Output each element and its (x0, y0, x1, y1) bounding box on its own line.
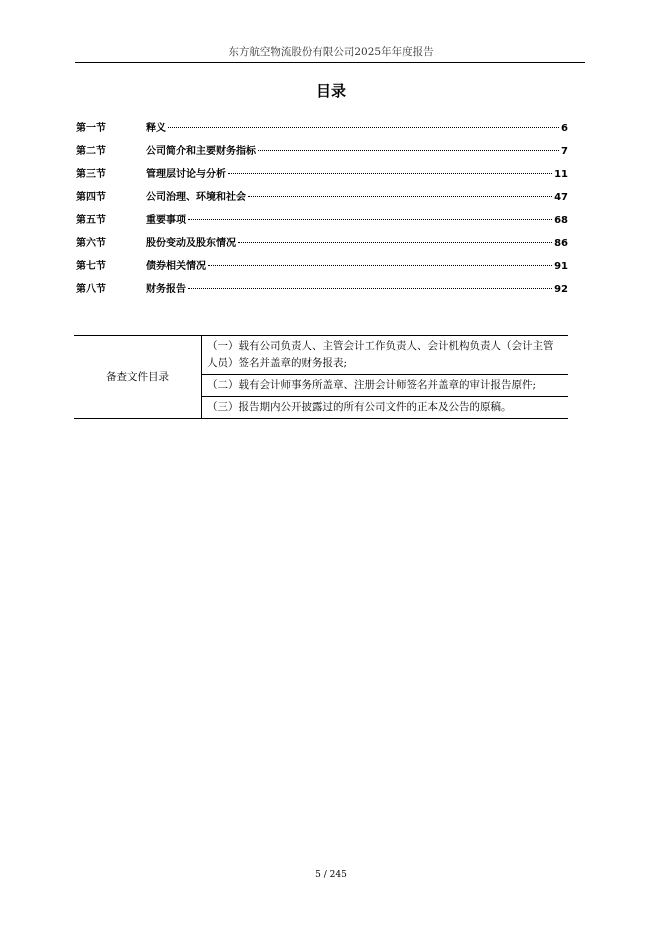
toc-leader-dots (258, 150, 559, 151)
reference-documents-table (74, 335, 568, 419)
toc-section-title: 债券相关情况 (146, 261, 206, 272)
toc-leader-dots (168, 127, 559, 128)
toc-leader-dots (238, 242, 552, 243)
toc-entry-4[interactable] (76, 188, 568, 211)
toc-section-number: 第七节 (76, 261, 106, 272)
toc-page-number: 92 (554, 284, 568, 295)
toc-section-title: 管理层讨论与分析 (146, 169, 226, 180)
toc-entry-5[interactable] (76, 211, 568, 234)
toc-leader-dots (248, 196, 552, 197)
toc-entry-8[interactable] (76, 280, 568, 303)
reference-document-item: （三）报告期内公开披露过的所有公司文件的正本及公告的原稿。 (202, 397, 569, 419)
toc-section-number: 第三节 (76, 169, 106, 180)
toc-page-number: 86 (554, 238, 568, 249)
toc-section-number: 第六节 (76, 238, 106, 249)
toc-entry-2[interactable] (76, 142, 568, 165)
toc-section-number: 第五节 (76, 215, 106, 226)
toc-section-number: 第八节 (76, 284, 106, 295)
toc-page-number: 47 (554, 192, 568, 203)
toc-entry-6[interactable] (76, 234, 568, 257)
toc-entry-1[interactable] (76, 119, 568, 142)
toc-section-title: 重要事项 (146, 215, 186, 226)
toc-page-number: 6 (561, 123, 568, 134)
toc-section-title: 财务报告 (146, 284, 186, 295)
table-of-contents (76, 119, 568, 303)
reference-document-item: （一）载有公司负责人、主管会计工作负责人、会计机构负责人（会计主管人员）签名并盖章的财务报表; (202, 336, 569, 375)
toc-section-number: 第一节 (76, 123, 106, 134)
header-divider (75, 62, 585, 63)
toc-page-number: 7 (561, 146, 568, 157)
toc-leader-dots (188, 219, 552, 220)
toc-entry-3[interactable] (76, 165, 568, 188)
toc-section-title: 股份变动及股东情况 (146, 238, 236, 249)
toc-leader-dots (208, 265, 552, 266)
toc-section-title: 公司治理、环境和社会 (146, 192, 246, 203)
toc-title: 目录 (315, 82, 346, 100)
table-row (74, 336, 568, 375)
reference-document-item: （二）载有会计师事务所盖章、注册会计师签名并盖章的审计报告原件; (202, 375, 569, 397)
document-header: 东方航空物流股份有限公司2025年年度报告 (228, 46, 434, 58)
toc-section-number: 第二节 (76, 146, 106, 157)
reference-documents-heading: 备查文件目录 (74, 336, 202, 419)
toc-page-number: 11 (554, 169, 568, 180)
toc-page-number: 91 (554, 261, 568, 272)
toc-leader-dots (188, 288, 552, 289)
toc-entry-7[interactable] (76, 257, 568, 280)
toc-page-number: 68 (554, 215, 568, 226)
toc-section-number: 第四节 (76, 192, 106, 203)
page-number: 5 / 245 (315, 870, 347, 880)
toc-section-title: 公司简介和主要财务指标 (146, 146, 256, 157)
toc-leader-dots (228, 173, 552, 174)
toc-section-title: 释义 (146, 123, 166, 134)
